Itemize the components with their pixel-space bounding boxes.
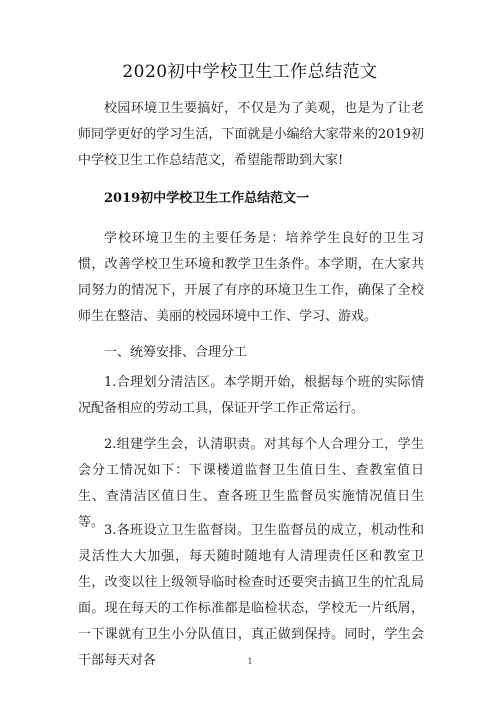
body-paragraph-1: 学校环境卫生的主要任务是：培养学生良好的卫生习惯，改善学校卫生环境和教学卫生条件。本学期，在大家共同努力的情况下，开展了有序的环境卫生工作，确保了全校师生在整洁、美丽的校园环境中工作、学习、游戏。 [78, 231, 424, 324]
section-heading-1: 一、统筹安排、合理分工 [104, 345, 248, 360]
intro-paragraph: 校园环境卫生要搞好，不仅是为了美观，也是为了让老师同学更好的学习生活，下面就是小编给大家带来的2019初中学校卫生工作总结范文，希望能帮助到大家! [78, 101, 424, 168]
section-subheading: 2019初中学校卫生工作总结范文一 [104, 191, 310, 206]
page-number: 1 [247, 657, 253, 666]
document-title: 2020初中学校卫生工作总结范文 [122, 62, 378, 82]
list-item-1: 1.合理划分清洁区。本学期开始，根据每个班的实际情况配备相应的劳动工具，保证开学工作正常运行。 [78, 375, 424, 416]
list-item-3: 3.各班设立卫生监督岗。卫生监督员的成立，机动性和灵活性大大加强，每天随时随地有人清理责任区和教室卫生，改变以往上级领导临时检查时还要突击搞卫生的忙乱局面。现在每天的工作标准都是临检状态，学校无一片纸屑，一下课就有卫生小分队值日，真正做到保持。同时，学生会干部每天对各 [78, 523, 424, 668]
list-item-2: 2.组建学生会，认清职责。对其每个人合理分工，学生会分工情况如下：下课楼道监督卫生值日生、查教室值日生、查清洁区值日生、查各班卫生监督员实施情况值日生等。 [78, 437, 424, 530]
